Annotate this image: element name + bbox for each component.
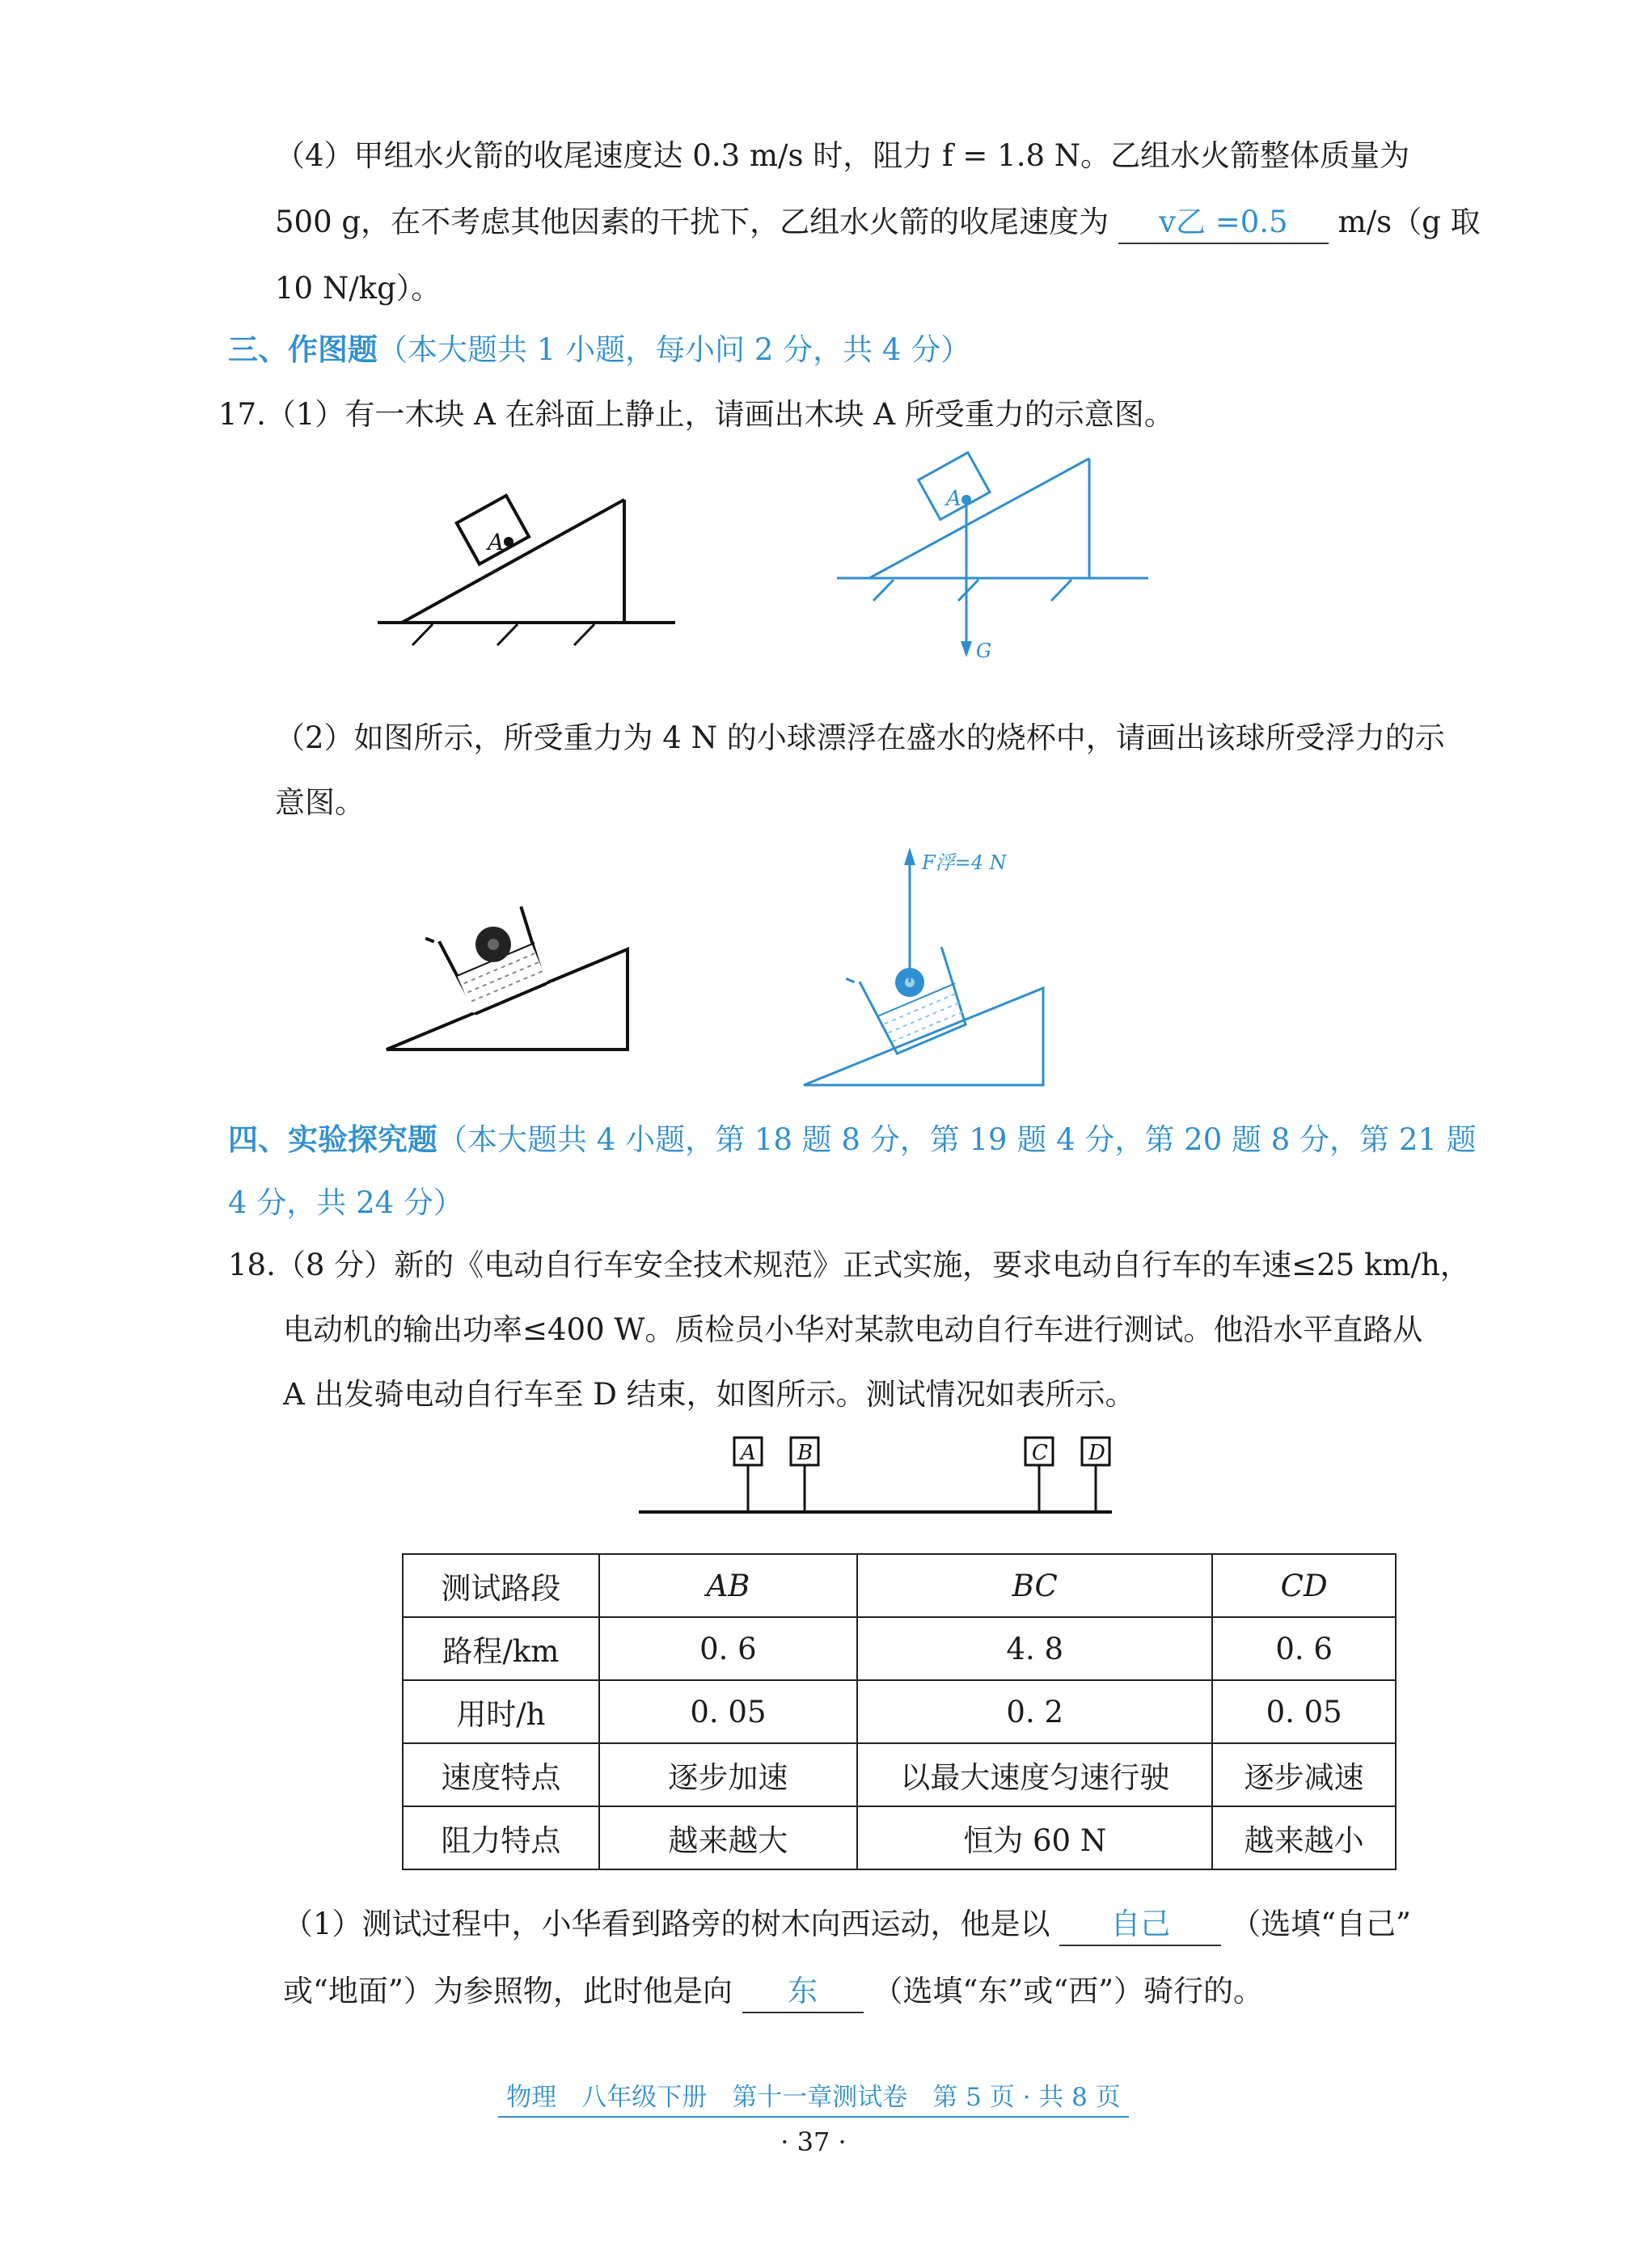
table-cell: 0. 2 <box>857 1680 1212 1743</box>
table-cell: 恒为 60 N <box>857 1806 1212 1869</box>
q18-sub1-pre: （1）测试过程中，小华看到路旁的树木向西运动，他是以 <box>283 1907 1050 1941</box>
q17-part1: 17.（1）有一木块 A 在斜面上静止，请画出木块 A 所受重力的示意图。 <box>218 397 1174 432</box>
q16-4-line2-pre: 500 g，在不考虑其他因素的干扰下，乙组水火箭的收尾速度为 <box>275 205 1109 239</box>
table-cell: 逐步加速 <box>599 1743 857 1806</box>
section4-note-line2: 4 分，共 24 分） <box>228 1185 463 1220</box>
section3-heading <box>228 330 970 370</box>
q16-4-line2-post: m/s（g 取 <box>1338 205 1481 239</box>
q16-4-answer: v乙 =0.5 <box>1118 202 1329 244</box>
section4-heading <box>228 1120 1477 1160</box>
marker-A-label: A <box>741 1441 756 1465</box>
marker-A <box>734 1438 762 1512</box>
slope-block-figure <box>368 485 691 655</box>
page-number: · 37 · <box>780 2127 847 2157</box>
buoyancy-answer-figure <box>801 841 1076 1096</box>
q18-line3: A 出发骑电动自行车至 D 结束，如图所示。测试情况如表所示。 <box>283 1377 1135 1412</box>
table-cell: CD <box>1212 1554 1396 1617</box>
marker-C <box>1025 1438 1053 1512</box>
table-cell: 0. 6 <box>599 1617 857 1680</box>
table-cell: 越来越大 <box>599 1806 857 1869</box>
table-cell: 以最大速度匀速行驶 <box>857 1743 1212 1806</box>
table-row <box>403 1554 1396 1617</box>
table-cell: 0. 05 <box>599 1680 857 1743</box>
marker-B-label: B <box>797 1441 814 1465</box>
marker-C-label: C <box>1032 1441 1048 1465</box>
table-cell: 路程/km <box>403 1617 599 1680</box>
q16-4-line3: 10 N/kg）。 <box>275 271 442 306</box>
q16-4-line2 <box>275 202 1481 244</box>
q18-line2: 电动机的输出功率≤400 W。质检员小华对某款电动自行车进行测试。他沿水平直路从 <box>283 1312 1423 1347</box>
marker-D-label: D <box>1088 1441 1105 1465</box>
table-cell: 0. 6 <box>1212 1617 1396 1680</box>
marker-D <box>1082 1438 1109 1512</box>
q18-sub1-line2-pre: 或“地面”）为参照物，此时他是向 <box>283 1974 733 2008</box>
section4-title: 四、实验探究题 <box>228 1122 437 1157</box>
q18-sub1-mid: （选填“自己” <box>1231 1907 1411 1941</box>
q18-line1: 18.（8 分）新的《电动自行车安全技术规范》正式实施，要求电动自行车的车速≤25 km/h， <box>228 1248 1470 1282</box>
q18-sub1-line2 <box>283 1971 1263 2013</box>
table-cell: 用时/h <box>403 1680 599 1743</box>
table-cell: AB <box>599 1554 857 1617</box>
section4-note-line1: （本大题共 4 小题，第 18 题 8 分，第 19 题 4 分，第 20 题 8 分，第 21 题 <box>437 1122 1477 1157</box>
table-cell: 阻力特点 <box>403 1806 599 1869</box>
section3-title: 三、作图题 <box>228 332 378 367</box>
q18-sub1-line1 <box>283 1904 1411 1946</box>
q18-sub1-line2-post: （选填“东”或“西”）骑行的。 <box>873 1974 1264 2008</box>
footer <box>0 2076 1627 2118</box>
q17-part2-line1: （2）如图所示，所受重力为 4 N 的小球漂浮在盛水的烧杯中，请画出该球所受浮力的示 <box>275 720 1445 755</box>
table-cell: BC <box>857 1554 1212 1617</box>
table-cell: 逐步减速 <box>1212 1743 1396 1806</box>
table-cell: 测试路段 <box>403 1554 599 1617</box>
table-row <box>403 1743 1396 1806</box>
q17-part2-line2: 意图。 <box>275 785 365 820</box>
table-row <box>403 1680 1396 1743</box>
q18-answer-direction: 东 <box>742 1971 864 2013</box>
table-cell: 4. 8 <box>857 1617 1212 1680</box>
gravity-label: G <box>976 640 992 662</box>
road-diagram <box>631 1431 1116 1520</box>
buoyancy-label: F浮=4 N <box>922 851 1007 874</box>
test-table <box>402 1553 1397 1870</box>
section3-note: （本大题共 1 小题，每小问 2 分，共 4 分） <box>378 332 971 367</box>
table-row <box>403 1806 1396 1869</box>
beaker-slope-figure <box>380 897 639 1059</box>
gravity-answer-figure <box>837 449 1160 667</box>
table-row <box>403 1617 1396 1680</box>
q16-4-line1: （4）甲组水火箭的收尾速度达 0.3 m/s 时，阻力 f = 1.8 N。乙组水火箭整体质量为 <box>275 138 1410 173</box>
block-label-answer: A <box>946 487 961 511</box>
footer-text: 物理 八年级下册 第十一章测试卷 第 5 页 · 共 8 页 <box>498 2076 1128 2118</box>
block-label: A <box>488 529 505 555</box>
table-cell: 0. 05 <box>1212 1680 1396 1743</box>
table-cell: 速度特点 <box>403 1743 599 1806</box>
marker-B <box>791 1438 818 1512</box>
table-cell: 越来越小 <box>1212 1806 1396 1869</box>
q18-answer-reference: 自己 <box>1059 1904 1221 1946</box>
